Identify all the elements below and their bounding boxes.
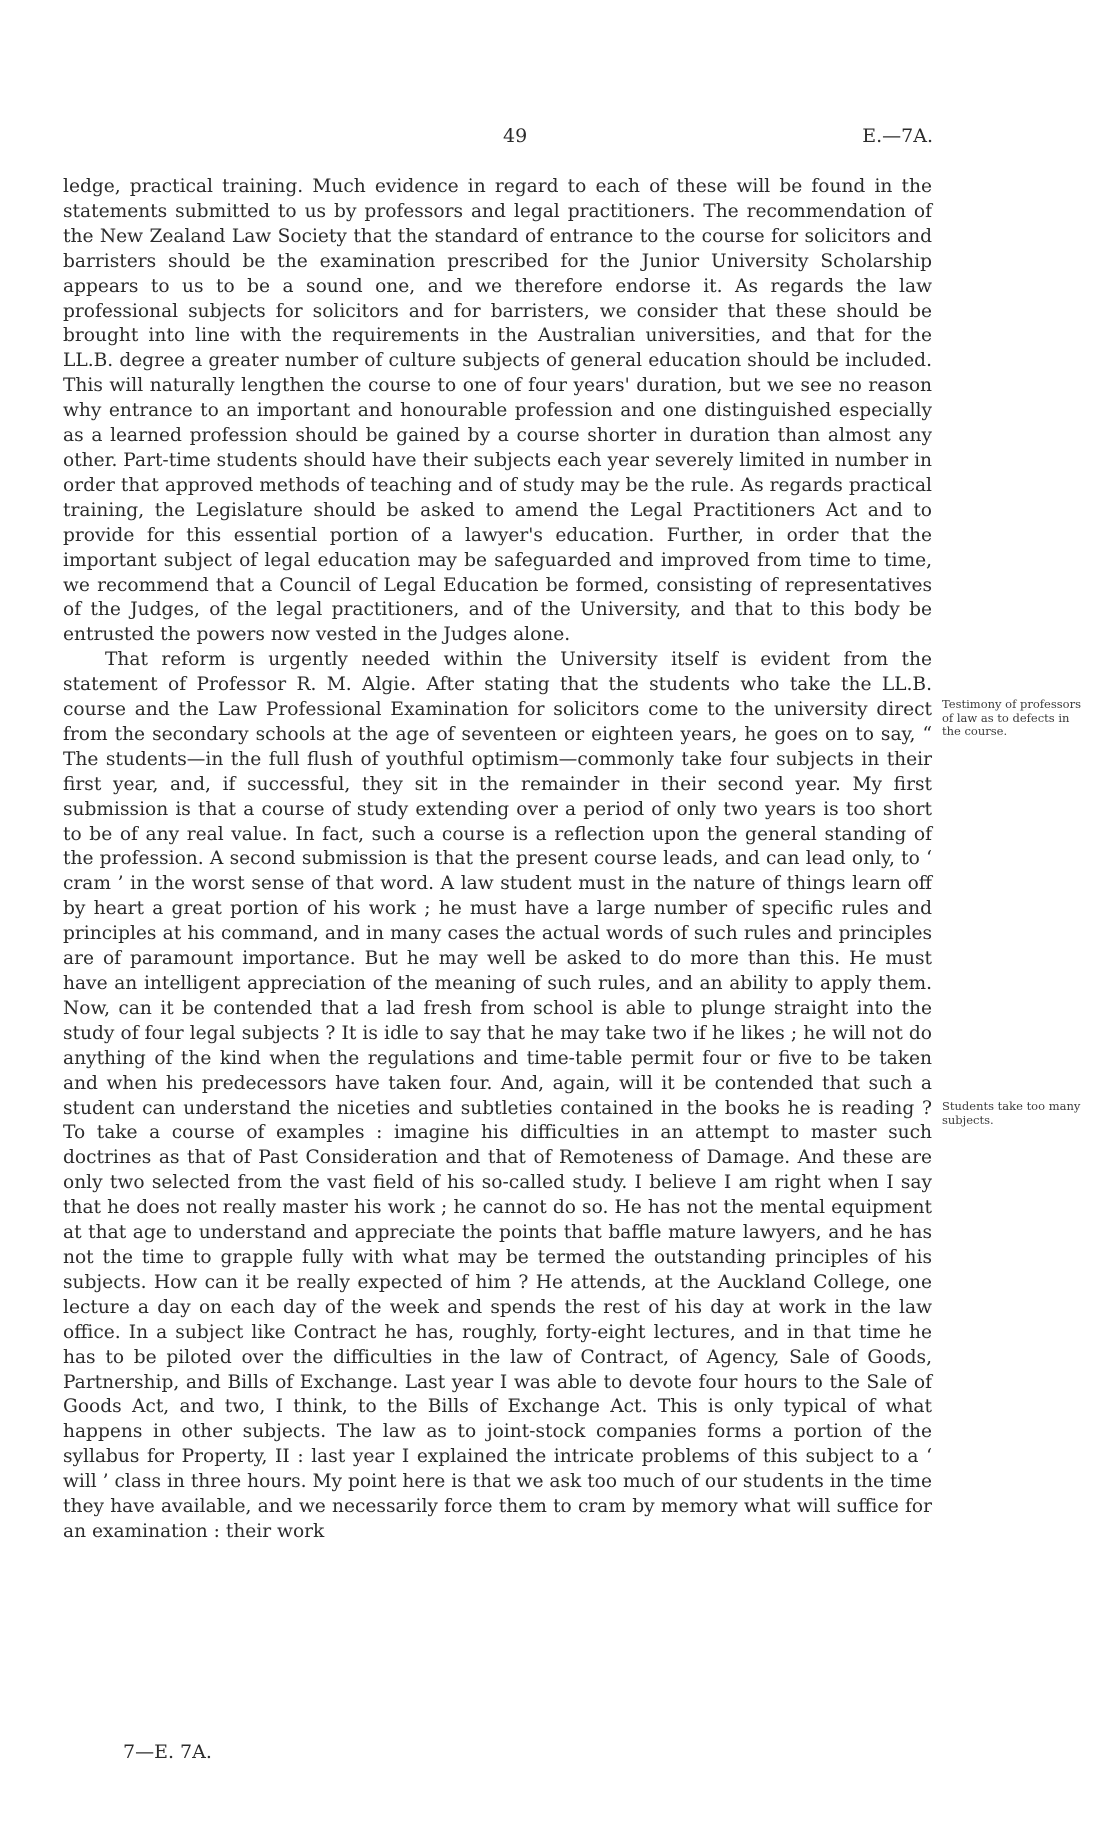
series-code: E.—7A. bbox=[862, 125, 933, 147]
page-header bbox=[63, 125, 933, 155]
page-number: 49 bbox=[503, 125, 528, 147]
paragraph-reform: That reform is urgently needed within the University itself is evident from the statement of Professor R. M. Algie. After stating that the students who take the LL.B. course and the Law Professional Examination for solicitors come to the university direct from the secondary schools at the age of seventeen or eighteen years, he goes on to say, “ The students—in the full flush of youthful optimism—commonly take four subjects in their first year, and, if successful, they sit in the remainder in their second year. My first submission is that a course of study extending over a period of only two years is too short to be of any real value. In fact, such a course is a reflection upon the general standing of the profession. A second submission is that the present course leads, and can lead only, to ‘ cram ’ in the worst sense of that word. A law student must in the nature of things learn off by heart a great portion of his work ; he must have a large number of specific rules and principles at his command, and in many cases the actual words of such rules and principles are of paramount importance. But he may well be asked to do more than this. He must have an intelligent appreciation of the meaning of such rules, and an ability to apply them. Now, can it be contended that a lad fresh from school is able to plunge straight into the study of four legal subjects ? It is idle to say that he may take two if he likes ; he will not do anything of the kind when the regulations and time-table permit four or five to be taken and when his predecessors have taken four. And, again, will it be contended that such a student can understand the niceties and subtleties contained in the books he is reading ? To take a course of examples : imagine his difficulties in an attempt to master such doctrines as that of Past Consideration and that of Remoteness of Damage. And these are only two selected from the vast field of his so-called study. I believe I am right when I say that he does not really master his work ; he cannot do so. He has not the mental equipment at that age to understand and appreciate the points that baffle mature lawyers, and he has not the time to grapple fully with what may be termed the outstanding principles of his subjects. How can it be really expected of him ? He attends, at the Auckland College, one lecture a day on each day of the week and spends the rest of his day at work in the law office. In a subject like Contract he has, roughly, forty-eight lectures, and in that time he has to be piloted over the difficulties in the law of Contract, of Agency, Sale of Goods, Partnership, and Bills of Exchange. Last year I was able to devote four hours to the Sale of Goods Act, and two, I think, to the Bills of Exchange Act. This is only typical of what happens in other subjects. The law as to joint-stock companies forms a portion of the syllabus for Property, II : last year I explained the intricate problems of this subject to a ‘ will ’ class in three hours. My point here is that we ask too much of our students in the time they have available, and we necessarily force them to cram by memory what will suffice for an examination : their work bbox=[63, 649, 932, 1542]
footer-signature: 7—E. 7A. bbox=[123, 1741, 212, 1763]
body-text bbox=[63, 175, 932, 1545]
margin-note-subjects: Students take too many subjects. bbox=[942, 1099, 1081, 1127]
paragraph-continued: ledge, practical training. Much evidence in regard to each of these will be found in the statements submitted to us by professors and legal practitioners. The recommendation of the New Zealand Law Society that the standard of entrance to the course for solicitors and barristers should be the examination prescribed for the Junior University Scholarship appears to us to be a sound one, and we therefore endorse it. As regards the law professional subjects for solicitors and for barristers, we consider that these should be brought into line with the requirements in the Australian universities, and that for the LL.B. degree a greater number of culture subjects of general education should be included. This will naturally lengthen the course to one of four years' duration, but we see no reason why entrance to an important and honourable profession and one distinguished especially as a learned profession should be gained by a course shorter in duration than almost any other. Part-time students should have their subjects each year severely limited in number in order that approved methods of teaching and of study may be the rule. As regards practical training, the Legislature should be asked to amend the Legal Practitioners Act and to provide for this essential portion of a lawyer's education. Further, in order that the important subject of legal education may be safeguarded and improved from time to time, we recommend that a Council of Legal Education be formed, consisting of representatives of the Judges, of the legal practitioners, and of the University, and that to this body be entrusted the powers now vested in the Judges alone. bbox=[63, 176, 933, 646]
margin-note-testimony: Testimony of professors of law as to defects in the course. bbox=[942, 697, 1081, 738]
